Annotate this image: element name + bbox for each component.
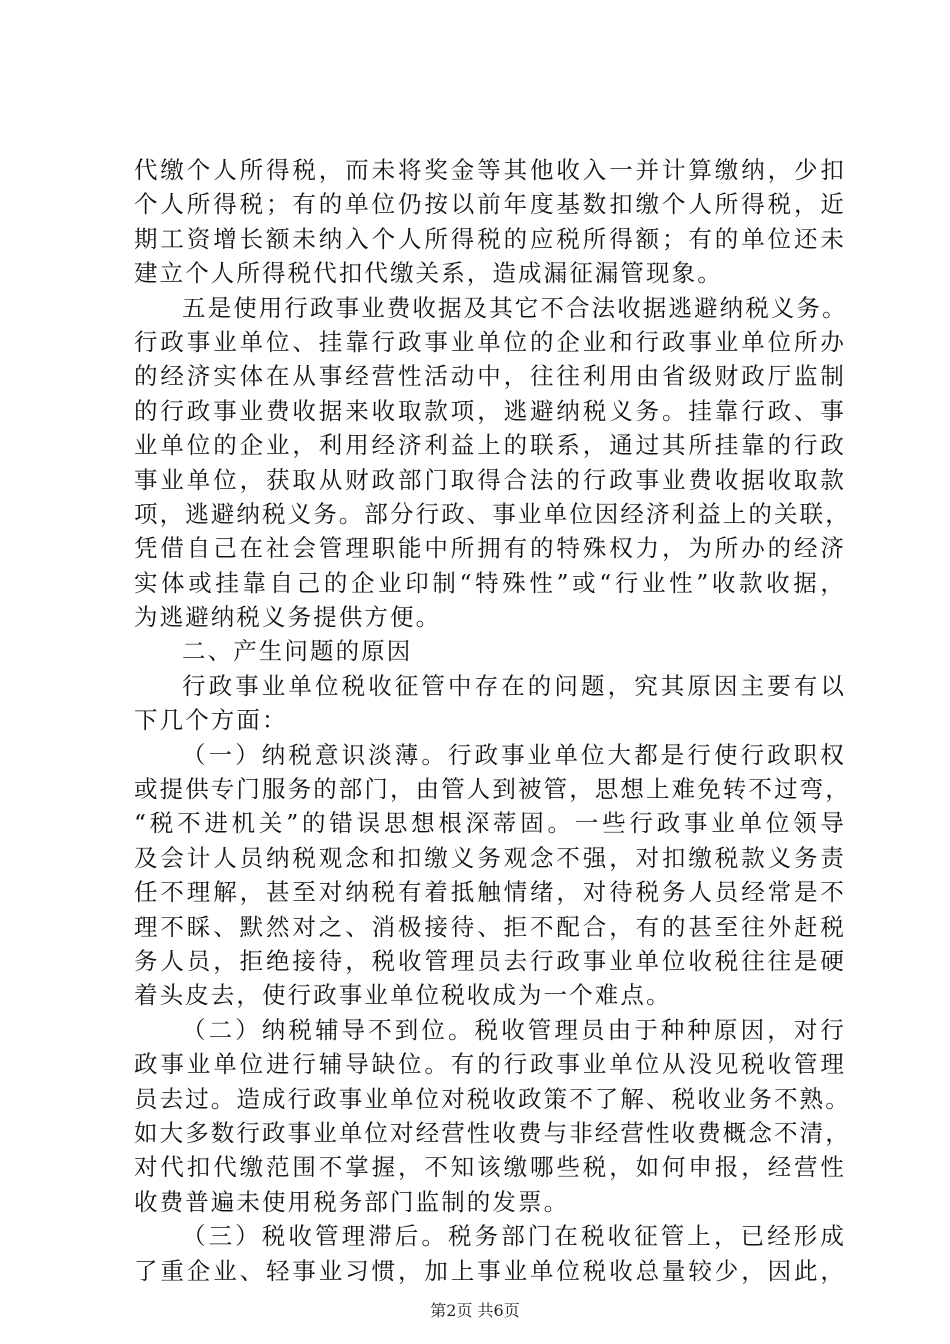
text-line: 理不睬、默然对之、消极接待、拒不配合，有的甚至往外赶税	[134, 912, 846, 941]
text-line: 了重企业、轻事业习惯，加上事业单位税收总量较少，因此，	[134, 1256, 846, 1285]
text-line: 务人员，拒绝接待，税收管理员去行政事业单位收税往往是硬	[134, 946, 846, 975]
text-line: 凭借自己在社会管理职能中所拥有的特殊权力，为所办的经济	[134, 534, 846, 563]
text-line: 下几个方面：	[134, 706, 288, 735]
text-line: 五是使用行政事业费收据及其它不合法收据逃避纳税义务。	[182, 293, 848, 322]
text-line: （二）纳税辅导不到位。税收管理员由于种种原因，对行	[182, 1015, 846, 1044]
text-line: 及会计人员纳税观念和扣缴义务观念不强，对扣缴税款义务责	[134, 843, 846, 872]
text-line: 事业单位，获取从财政部门取得合法的行政事业费收据收取款	[134, 465, 846, 494]
text-line: 的经济实体在从事经营性活动中，往往利用由省级财政厅监制	[134, 362, 846, 391]
text-line: 或提供专门服务的部门，由管人到被管，思想上难免转不过弯，	[134, 775, 851, 804]
text-line: 行政事业单位税收征管中存在的问题，究其原因主要有以	[182, 671, 846, 700]
text-line: 行政事业单位、挂靠行政事业单位的企业和行政事业单位所办	[134, 327, 846, 356]
text-line: 政事业单位进行辅导缺位。有的行政事业单位从没见税收管理	[134, 1050, 846, 1079]
text-line: 员去过。造成行政事业单位对税收政策不了解、税收业务不熟。	[134, 1084, 851, 1113]
text-line: 如大多数行政事业单位对经营性收费与非经营性收费概念不清，	[134, 1118, 851, 1147]
document-body	[134, 153, 851, 1288]
text-line: 对代扣代缴范围不掌握，不知该缴哪些税，如何申报，经营性	[134, 1153, 846, 1182]
text-line: 实体或挂靠自己的企业印制“特殊性”或“行业性”收款收据，	[134, 568, 846, 597]
text-line: 任不理解，甚至对纳税有着抵触情绪，对待税务人员经常是不	[134, 878, 846, 907]
text-line: 个人所得税；有的单位仍按以前年度基数扣缴个人所得税，近	[134, 190, 846, 219]
text-line: “税不进机关”的错误思想根深蒂固。一些行政事业单位领导	[134, 809, 846, 838]
text-line: （一）纳税意识淡薄。行政事业单位大都是行使行政职权	[182, 740, 846, 769]
text-line: 的行政事业费收据来收取款项，逃避纳税义务。挂靠行政、事	[134, 396, 846, 425]
text-line: （三）税收管理滞后。税务部门在税收征管上，已经形成	[182, 1222, 846, 1251]
text-line: 代缴个人所得税，而未将奖金等其他收入一并计算缴纳，少扣	[134, 156, 846, 184]
text-line: 建立个人所得税代扣代缴关系，造成漏征漏管现象。	[134, 259, 723, 288]
page-footer: 第2页 共6页	[430, 1301, 520, 1320]
text-line: 为逃避纳税义务提供方便。	[134, 603, 442, 632]
text-line: 二、产生问题的原因	[182, 637, 413, 666]
text-line: 项，逃避纳税义务。部分行政、事业单位因经济利益上的关联，	[134, 499, 851, 528]
text-line: 收费普遍未使用税务部门监制的发票。	[134, 1187, 570, 1216]
text-line: 期工资增长额未纳入个人所得税的应税所得额；有的单位还未	[134, 224, 846, 253]
text-line: 着头皮去，使行政事业单位税收成为一个难点。	[134, 981, 672, 1010]
text-line: 业单位的企业，利用经济利益上的联系，通过其所挂靠的行政	[134, 431, 846, 460]
